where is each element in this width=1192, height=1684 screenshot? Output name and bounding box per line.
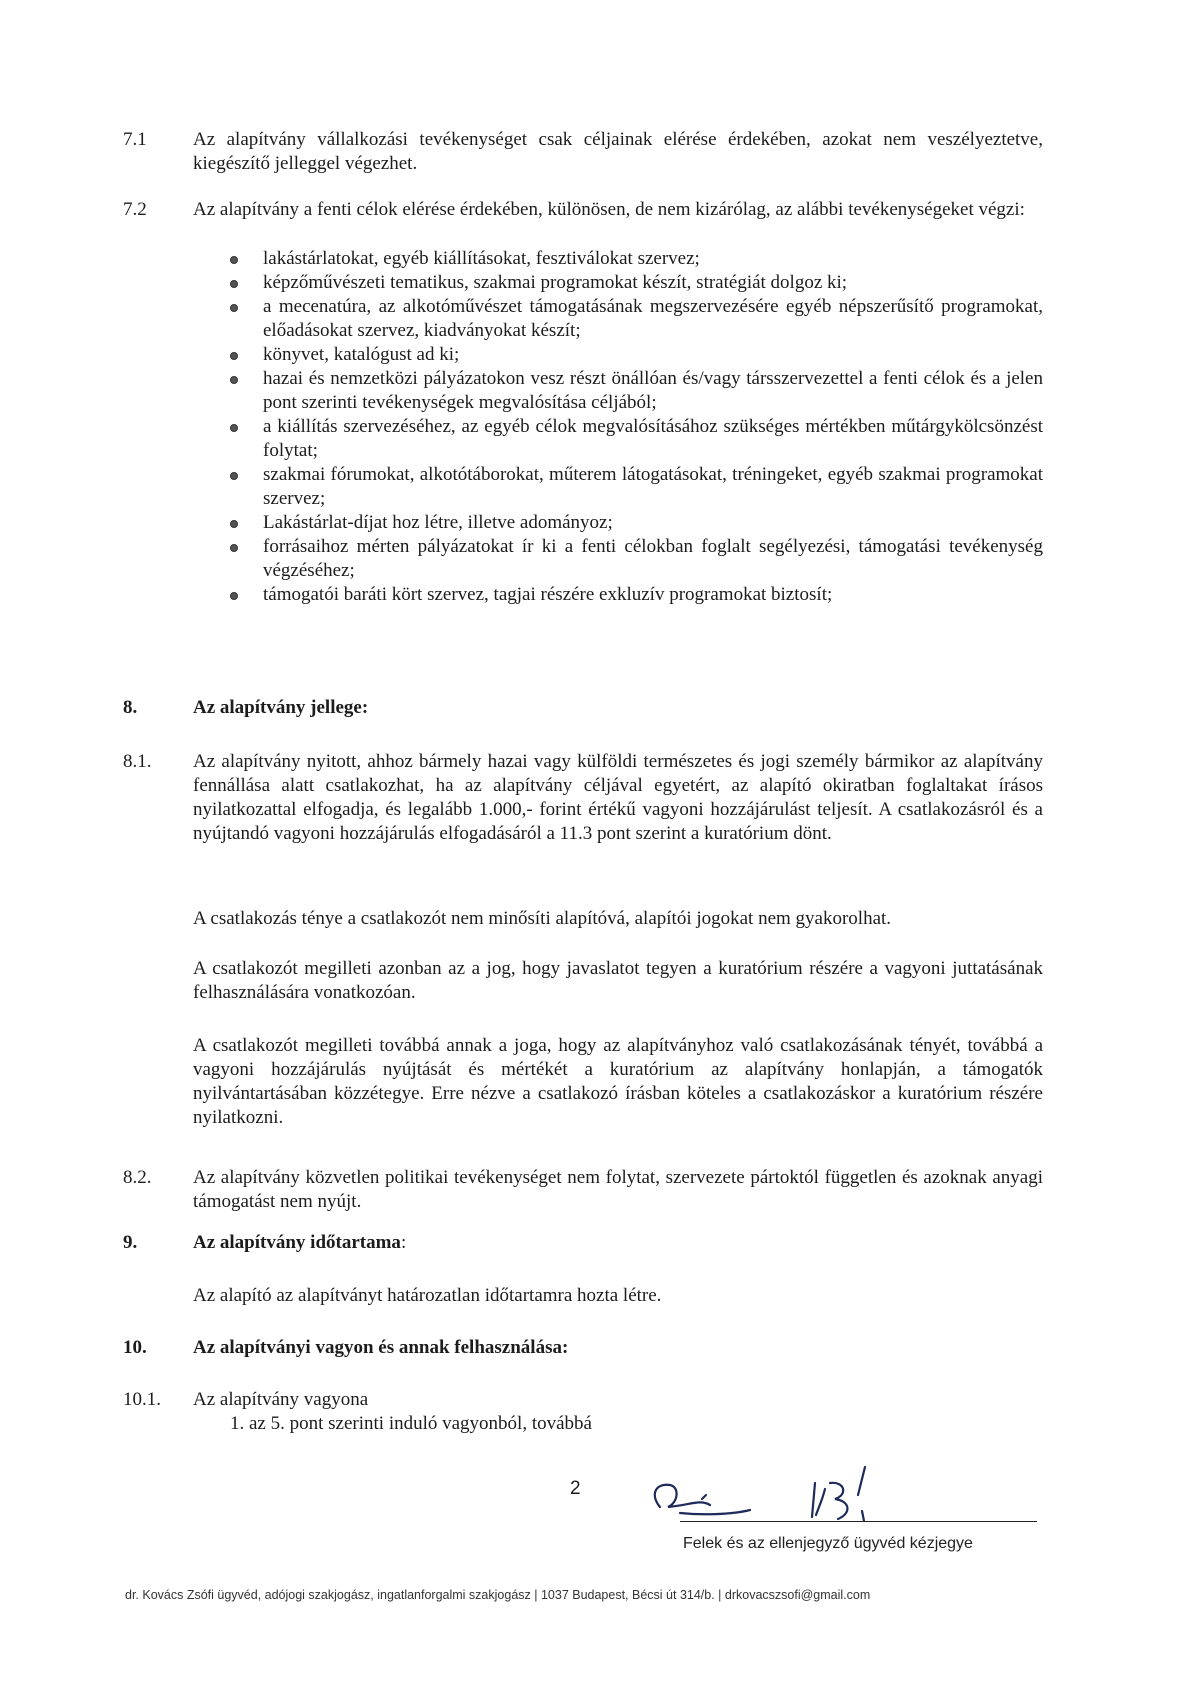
section-9-heading [123,1231,1043,1255]
list-item: lakástárlatokat, egyéb kiállításokat, fesztiválokat szervez; [230,247,1043,271]
section-text: Az alapítvány a fenti célok elérése érdekében, különösen, de nem kizárólag, az alábbi tevékenységeket végzi: [193,199,1025,220]
list-item: Lakástárlat-díjat hoz létre, illetve adományoz; [230,511,1043,535]
list-item: a mecenatúra, az alkotóművészet támogatásának megszervezésére egyéb népszerűsítő programokat, előadásokat szervez, kiadványokat készít; [230,295,1043,343]
section-10-1 [123,1388,1043,1412]
activity-list [230,247,1043,607]
page-number: 2 [570,1478,581,1499]
section-title: Az alapítvány jellege: [193,697,369,718]
paragraph: A csatlakozót megilleti továbbá annak a joga, hogy az alapítványhoz való csatlakozásának tényét, továbbá a vagyoni hozzájárulás nyújtását és mértékét a kuratórium az alapítvány honlapján, a támogatók nyilvántartásában közzétegye. Erre nézve a csatlakozó írásban köteles a csatlakozáskor a kuratórium részére nyilatkozni. [193,1035,1043,1128]
section-number: 7.1 [123,129,147,150]
section-8-1 [123,750,1043,846]
signature-label: Felek és az ellenjegyző ügyvéd kézjegye [683,1535,973,1552]
section-text: Az alapítvány vállalkozási tevékenységet csak céljainak elérése érdekében, azokat nem veszélyeztetve, kiegészítő jelleggel végezhet. [193,129,1043,174]
section-number: 8. [123,697,138,718]
paragraph: A csatlakozót megilleti azonban az a jog, hogy javaslatot tegyen a kuratórium részére a vagyoni juttatásának felhasználására vonatkozóan. [193,958,1043,1003]
section-7-2 [123,198,1043,222]
section-text: Az alapítvány nyitott, ahhoz bármely hazai vagy külföldi természetes és jogi személy bármikor az alapítvány fennállása alatt csatlakozhat, ha az alapítvány céljával egyetért, az alapító okiratban foglaltakat írásos nyilatkozattal elfogadja, és legalább 1.000,- forint értékű vagyoni hozzájárulást teljesít. A csatlakozásról és a nyújtandó vagyoni hozzájárulás elfogadásáról a 11.3 pont szerint a kuratórium dönt. [193,751,1043,844]
section-number: 7.2 [123,199,147,220]
section-number: 10. [123,1337,147,1358]
list-item: képzőművészeti tematikus, szakmai programokat készít, stratégiát dolgoz ki; [230,271,1043,295]
list-item: a kiállítás szervezéséhez, az egyéb célok megvalósításához szükséges mértékben műtárgykölcsönzést folytat; [230,415,1043,463]
list-item: szakmai fórumokat, alkotótáborokat, műterem látogatásokat, tréningeket, egyéb szakmai programokat szervez; [230,463,1043,511]
section-number: 9. [123,1232,138,1253]
section-10-heading [123,1336,1043,1360]
signature-line [680,1521,1037,1522]
signature-initials [640,1455,940,1525]
section-number: 10.1. [123,1389,161,1410]
section-text: Az alapítvány vagyona [193,1389,369,1410]
section-8-heading [123,696,1043,720]
section-title: Az alapítványi vagyon és annak felhasználása: [193,1337,569,1358]
list-item: hazai és nemzetközi pályázatokon vesz részt önállóan és/vagy társszervezettel a fenti célok és a jelen pont szerinti tevékenységek megvalósítása céljából; [230,367,1043,415]
section-8-2 [123,1166,1043,1214]
section-text: Az alapítvány közvetlen politikai tevékenységet nem folytat, szervezete pártoktól független és azoknak anyagi támogatást nem nyújt. [193,1167,1043,1212]
title-colon: : [400,1232,407,1253]
section-number: 8.1. [123,751,152,772]
section-title: Az alapítvány időtartama [193,1232,401,1253]
list-item: forrásaihoz mérten pályázatokat ír ki a fenti célokban foglalt segélyezési, támogatási tevékenység végzéséhez; [230,535,1043,583]
numbered-item: 1. az 5. pont szerinti induló vagyonból, továbbá [230,1413,592,1434]
paragraph: Az alapító az alapítványt határozatlan időtartamra hozta létre. [193,1285,662,1306]
list-item: támogatói baráti kört szervez, tagjai részére exkluzív programokat biztosít; [230,583,1043,607]
list-item: könyvet, katalógust ad ki; [230,343,1043,367]
section-number: 8.2. [123,1167,152,1188]
section-7-1 [123,128,1043,176]
page-footer: dr. Kovács Zsófi ügyvéd, adójogi szakjogász, ingatlanforgalmi szakjogász | 1037 Budapest, Bécsi út 314/b. | drkovacszsofi@gmail.com [125,1588,871,1602]
paragraph: A csatlakozás ténye a csatlakozót nem minősíti alapítóvá, alapítói jogokat nem gyakorolhat. [193,908,892,929]
